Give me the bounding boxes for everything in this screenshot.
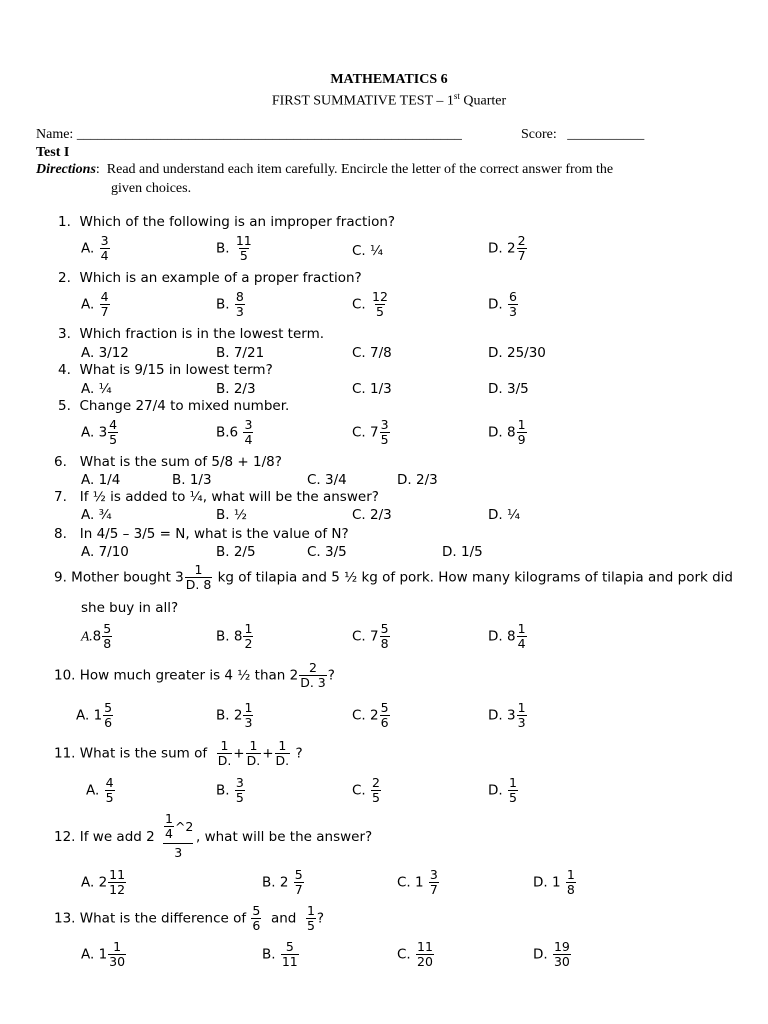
q3-option-a[interactable]: A. 3/12 (81, 345, 129, 361)
q11-option-c[interactable]: C. $\frac{2}{5}$ (352, 775, 380, 805)
page-title: MATHEMATICS 6 (330, 72, 448, 87)
q5-option-a[interactable]: A. 3 $\frac{4}{5}$ (81, 417, 118, 447)
directions: Directions: Read and understand each item carefully. Encircle the letter of the correct answer from the (36, 162, 614, 177)
q6-option-c[interactable]: C. 3/4 (307, 472, 347, 488)
q6-option-a[interactable]: A. 1/4 (81, 472, 121, 488)
q9-option-a[interactable]: A.8 $\frac{5}{8}$ (81, 621, 112, 651)
score-field[interactable]: Score: ___________ (521, 127, 645, 142)
q13-option-d[interactable]: D. $\frac{19}{30}$ (533, 939, 570, 969)
q1-option-a[interactable]: A. $\frac{3}{4}$ (81, 233, 109, 263)
q3-option-c[interactable]: C. 7/8 (352, 345, 392, 361)
question-13: 13. What is the difference of $\frac{5}{6}$ and $\frac{1}{5}$ ? (54, 903, 325, 933)
q11-option-b[interactable]: B. $\frac{3}{5}$ (216, 775, 244, 805)
question-1: 1. Which of the following is an improper fraction? (58, 214, 396, 230)
q13-option-b[interactable]: B. $\frac{5}{11}$ (262, 939, 298, 969)
question-11: 11. What is the sum of $\frac{1}{D.}$ + $\frac{1}{D.}$ + $\frac{1}{D.}$ ? (54, 738, 303, 768)
q1-option-b[interactable]: B. $\frac{11}{5}$ (216, 233, 252, 263)
q3-option-d[interactable]: D. 25/30 (488, 345, 546, 361)
directions-line2: given choices. (111, 181, 192, 196)
q8-option-b[interactable]: B. 2/5 (216, 544, 256, 560)
q2-option-b[interactable]: B. $\frac{8}{3}$ (216, 289, 244, 319)
q10-option-b[interactable]: B. 2 $\frac{1}{3}$ (216, 700, 253, 730)
q8-option-c[interactable]: C. 3/5 (307, 544, 347, 560)
q5-option-b[interactable]: B.6 $\frac{3}{4}$ (216, 417, 253, 447)
q12-option-a[interactable]: A. 2 $\frac{11}{12}$ (81, 867, 126, 897)
q10-option-c[interactable]: C. 2 $\frac{5}{6}$ (352, 700, 389, 730)
q2-option-a[interactable]: A. $\frac{4}{7}$ (81, 289, 109, 319)
q2-option-d[interactable]: D. $\frac{6}{3}$ (488, 289, 517, 319)
question-10: 10. How much greater is 4 ½ than 2 $\frac{2}{D. 3}$ ? (54, 660, 335, 690)
question-12-text-end: , what will be the answer? (196, 829, 373, 845)
q6-option-d[interactable]: D. 2/3 (397, 472, 438, 488)
q7-option-a[interactable]: A. ¾ (81, 507, 112, 523)
q1-option-d[interactable]: D. 2 $\frac{2}{7}$ (488, 233, 526, 263)
question-6: 6. What is the sum of 5/8 + 1/8? (54, 454, 282, 470)
q12-option-b[interactable]: B. 2 $\frac{5}{7}$ (262, 867, 303, 897)
q7-option-b[interactable]: B. ½ (216, 507, 247, 523)
page-subtitle: FIRST SUMMATIVE TEST – 1st Quarter (271, 91, 507, 109)
q10-option-d[interactable]: D. 3 $\frac{1}{3}$ (488, 700, 526, 730)
q7-option-d[interactable]: D. ¼ (488, 507, 521, 523)
question-8: 8. In 4/5 – 3/5 = N, what is the value of N? (54, 526, 349, 542)
question-12-compound-fraction: $\frac{1}{4}$ ^2 3 (165, 811, 194, 860)
test-heading: Test I (36, 145, 70, 160)
question-7: 7. If ½ is added to ¼, what will be the answer? (54, 489, 379, 505)
q13-option-a[interactable]: A. 1 $\frac{1}{30}$ (81, 939, 126, 969)
q3-option-b[interactable]: B. 7/21 (216, 345, 265, 361)
question-2: 2. Which is an example of a proper fraction? (58, 270, 362, 286)
q6-option-b[interactable]: B. 1/3 (172, 472, 212, 488)
q8-option-d[interactable]: D. 1/5 (442, 544, 483, 560)
q4-option-b[interactable]: B. 2/3 (216, 381, 256, 397)
q7-option-c[interactable]: C. 2/3 (352, 507, 392, 523)
q4-option-c[interactable]: C. 1/3 (352, 381, 392, 397)
q5-option-c[interactable]: C. 7 $\frac{3}{5}$ (352, 417, 389, 447)
q5-option-d[interactable]: D. 8 $\frac{1}{9}$ (488, 417, 526, 447)
q13-option-c[interactable]: C. $\frac{11}{20}$ (397, 939, 433, 969)
question-12-text: 12. If we add 2 (54, 829, 155, 845)
q11-option-a[interactable]: A. $\frac{4}{5}$ (86, 775, 114, 805)
q10-option-a[interactable]: A. 1 $\frac{5}{6}$ (76, 700, 113, 730)
q4-option-d[interactable]: D. 3/5 (488, 381, 529, 397)
q8-option-a[interactable]: A. 7/10 (81, 544, 129, 560)
question-4: 4. What is 9/15 in lowest term? (58, 362, 273, 378)
q11-option-d[interactable]: D. $\frac{1}{5}$ (488, 775, 517, 805)
q1-option-c[interactable]: C. ¼ (352, 243, 384, 259)
q12-option-d[interactable]: D. 1 $\frac{1}{8}$ (533, 867, 575, 897)
q9-option-d[interactable]: D. 8 $\frac{1}{4}$ (488, 621, 526, 651)
q2-option-c[interactable]: C. $\frac{12}{5}$ (352, 289, 388, 319)
q12-option-c[interactable]: C. 1 $\frac{3}{7}$ (397, 867, 438, 897)
q9-option-b[interactable]: B. 8 $\frac{1}{2}$ (216, 621, 253, 651)
q4-option-a[interactable]: A. ¼ (81, 381, 112, 397)
q9-option-c[interactable]: C. 7 $\frac{5}{8}$ (352, 621, 389, 651)
name-field[interactable]: Name: _______________________________________________________ (36, 127, 462, 142)
question-9: 9. Mother bought 3 $\frac{1}{D. 8}$ kg of tilapia and 5 ½ kg of pork. How many kilograms of tilapia and pork did (54, 562, 734, 592)
question-9-line2: she buy in all? (81, 600, 179, 616)
question-5: 5. Change 27/4 to mixed number. (58, 398, 290, 414)
question-3: 3. Which fraction is in the lowest term. (58, 326, 325, 342)
